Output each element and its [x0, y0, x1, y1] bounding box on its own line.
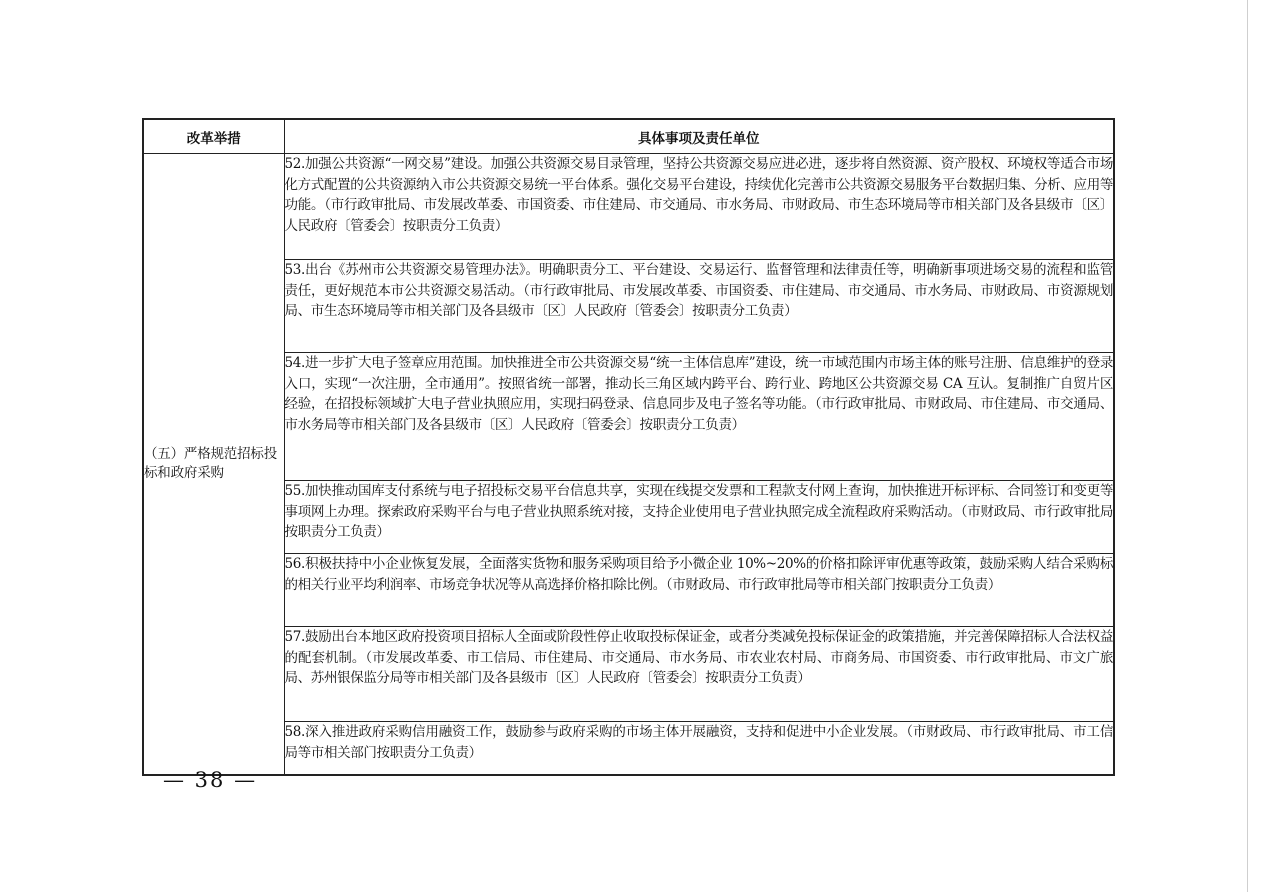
item-56: 56.积极扶持中小企业恢复发展，全面落实货物和服务采购项目给予小微企业 10%~20%的价格扣除评审优惠等政策，鼓励采购人结合采购标的相关行业平均利润率、市场竞争状况等从高选择价格扣除比例。（市财政局、市行政审批局等市相关部门按职责分工负责） — [284, 554, 1114, 627]
item-53: 53.出台《苏州市公共资源交易管理办法》。明确职责分工、平台建设、交易运行、监督管理和法律责任等，明确新事项进场交易的流程和监管责任，更好规范本市公共资源交易活动。（市行政审批局、市发展改革委、市国资委、市住建局、市交通局、市水务局、市财政局、市资源规划局、市生态环境局等市相关部门及各县级市〔区〕人民政府〔管委会〕按职责分工负责） — [284, 260, 1114, 353]
reform-measure-cell: （五）严格规范招标投标和政府采购 — [143, 154, 284, 775]
item-54: 54.进一步扩大电子签章应用范围。加快推进全市公共资源交易“统一主体信息库”建设，统一市域范围内市场主体的账号注册、信息维护的登录入口，实现“一次注册，全市通用”。按照省统一部署，推动长三角区域内跨平台、跨行业、跨地区公共资源交易 CA 互认。复制推广自贸片区经验，在招投标领域扩大电子营业执照应用，实现扫码登录、信息同步及电子签名等功能。（市行政审批局、市财政局、市住建局、市交通局、市水务局等市相关部门及各县级市〔区〕人民政府〔管委会〕按职责分工负责） — [284, 353, 1114, 481]
reform-measures-table — [142, 118, 1115, 776]
table-row — [143, 627, 1114, 722]
page-number: — 38 — — [163, 768, 258, 792]
table-row — [143, 481, 1114, 554]
table-row — [143, 722, 1114, 775]
table-row — [143, 353, 1114, 481]
item-57: 57.鼓励出台本地区政府投资项目招标人全面或阶段性停止收取投标保证金，或者分类减免投标保证金的政策措施，并完善保障招标人合法权益的配套机制。（市发展改革委、市工信局、市住建局、市交通局、市水务局、市农业农村局、市商务局、市国资委、市行政审批局、市文广旅局、苏州银保监分局等市相关部门及各县级市〔区〕人民政府〔管委会〕按职责分工负责） — [284, 627, 1114, 722]
page-edge-rule — [1247, 0, 1248, 892]
table-row — [143, 154, 1114, 260]
item-52: 52.加强公共资源“一网交易”建设。加强公共资源交易目录管理，坚持公共资源交易应进必进，逐步将自然资源、资产股权、环境权等适合市场化方式配置的公共资源纳入市公共资源交易统一平台体系。强化交易平台建设，持续优化完善市公共资源交易服务平台数据归集、分析、应用等功能。（市行政审批局、市发展改革委、市国资委、市住建局、市交通局、市水务局、市财政局、市生态环境局等市相关部门及各县级市〔区〕人民政府〔管委会〕按职责分工负责） — [284, 154, 1114, 260]
table-row — [143, 260, 1114, 353]
item-55: 55.加快推动国库支付系统与电子招投标交易平台信息共享，实现在线提交发票和工程款支付网上查询，加快推进开标评标、合同签订和变更等事项网上办理。探索政府采购平台与电子营业执照系统对接，支持企业使用电子营业执照完成全流程政府采购活动。（市财政局、市行政审批局按职责分工负责） — [284, 481, 1114, 554]
item-58: 58.深入推进政府采购信用融资工作，鼓励参与政府采购的市场主体开展融资，支持和促进中小企业发展。（市财政局、市行政审批局、市工信局等市相关部门按职责分工负责） — [284, 722, 1114, 775]
header-specific-items: 具体事项及责任单位 — [284, 119, 1114, 154]
table-row — [143, 554, 1114, 627]
header-reform-measure: 改革举措 — [143, 119, 284, 154]
table-header-row — [143, 119, 1114, 154]
